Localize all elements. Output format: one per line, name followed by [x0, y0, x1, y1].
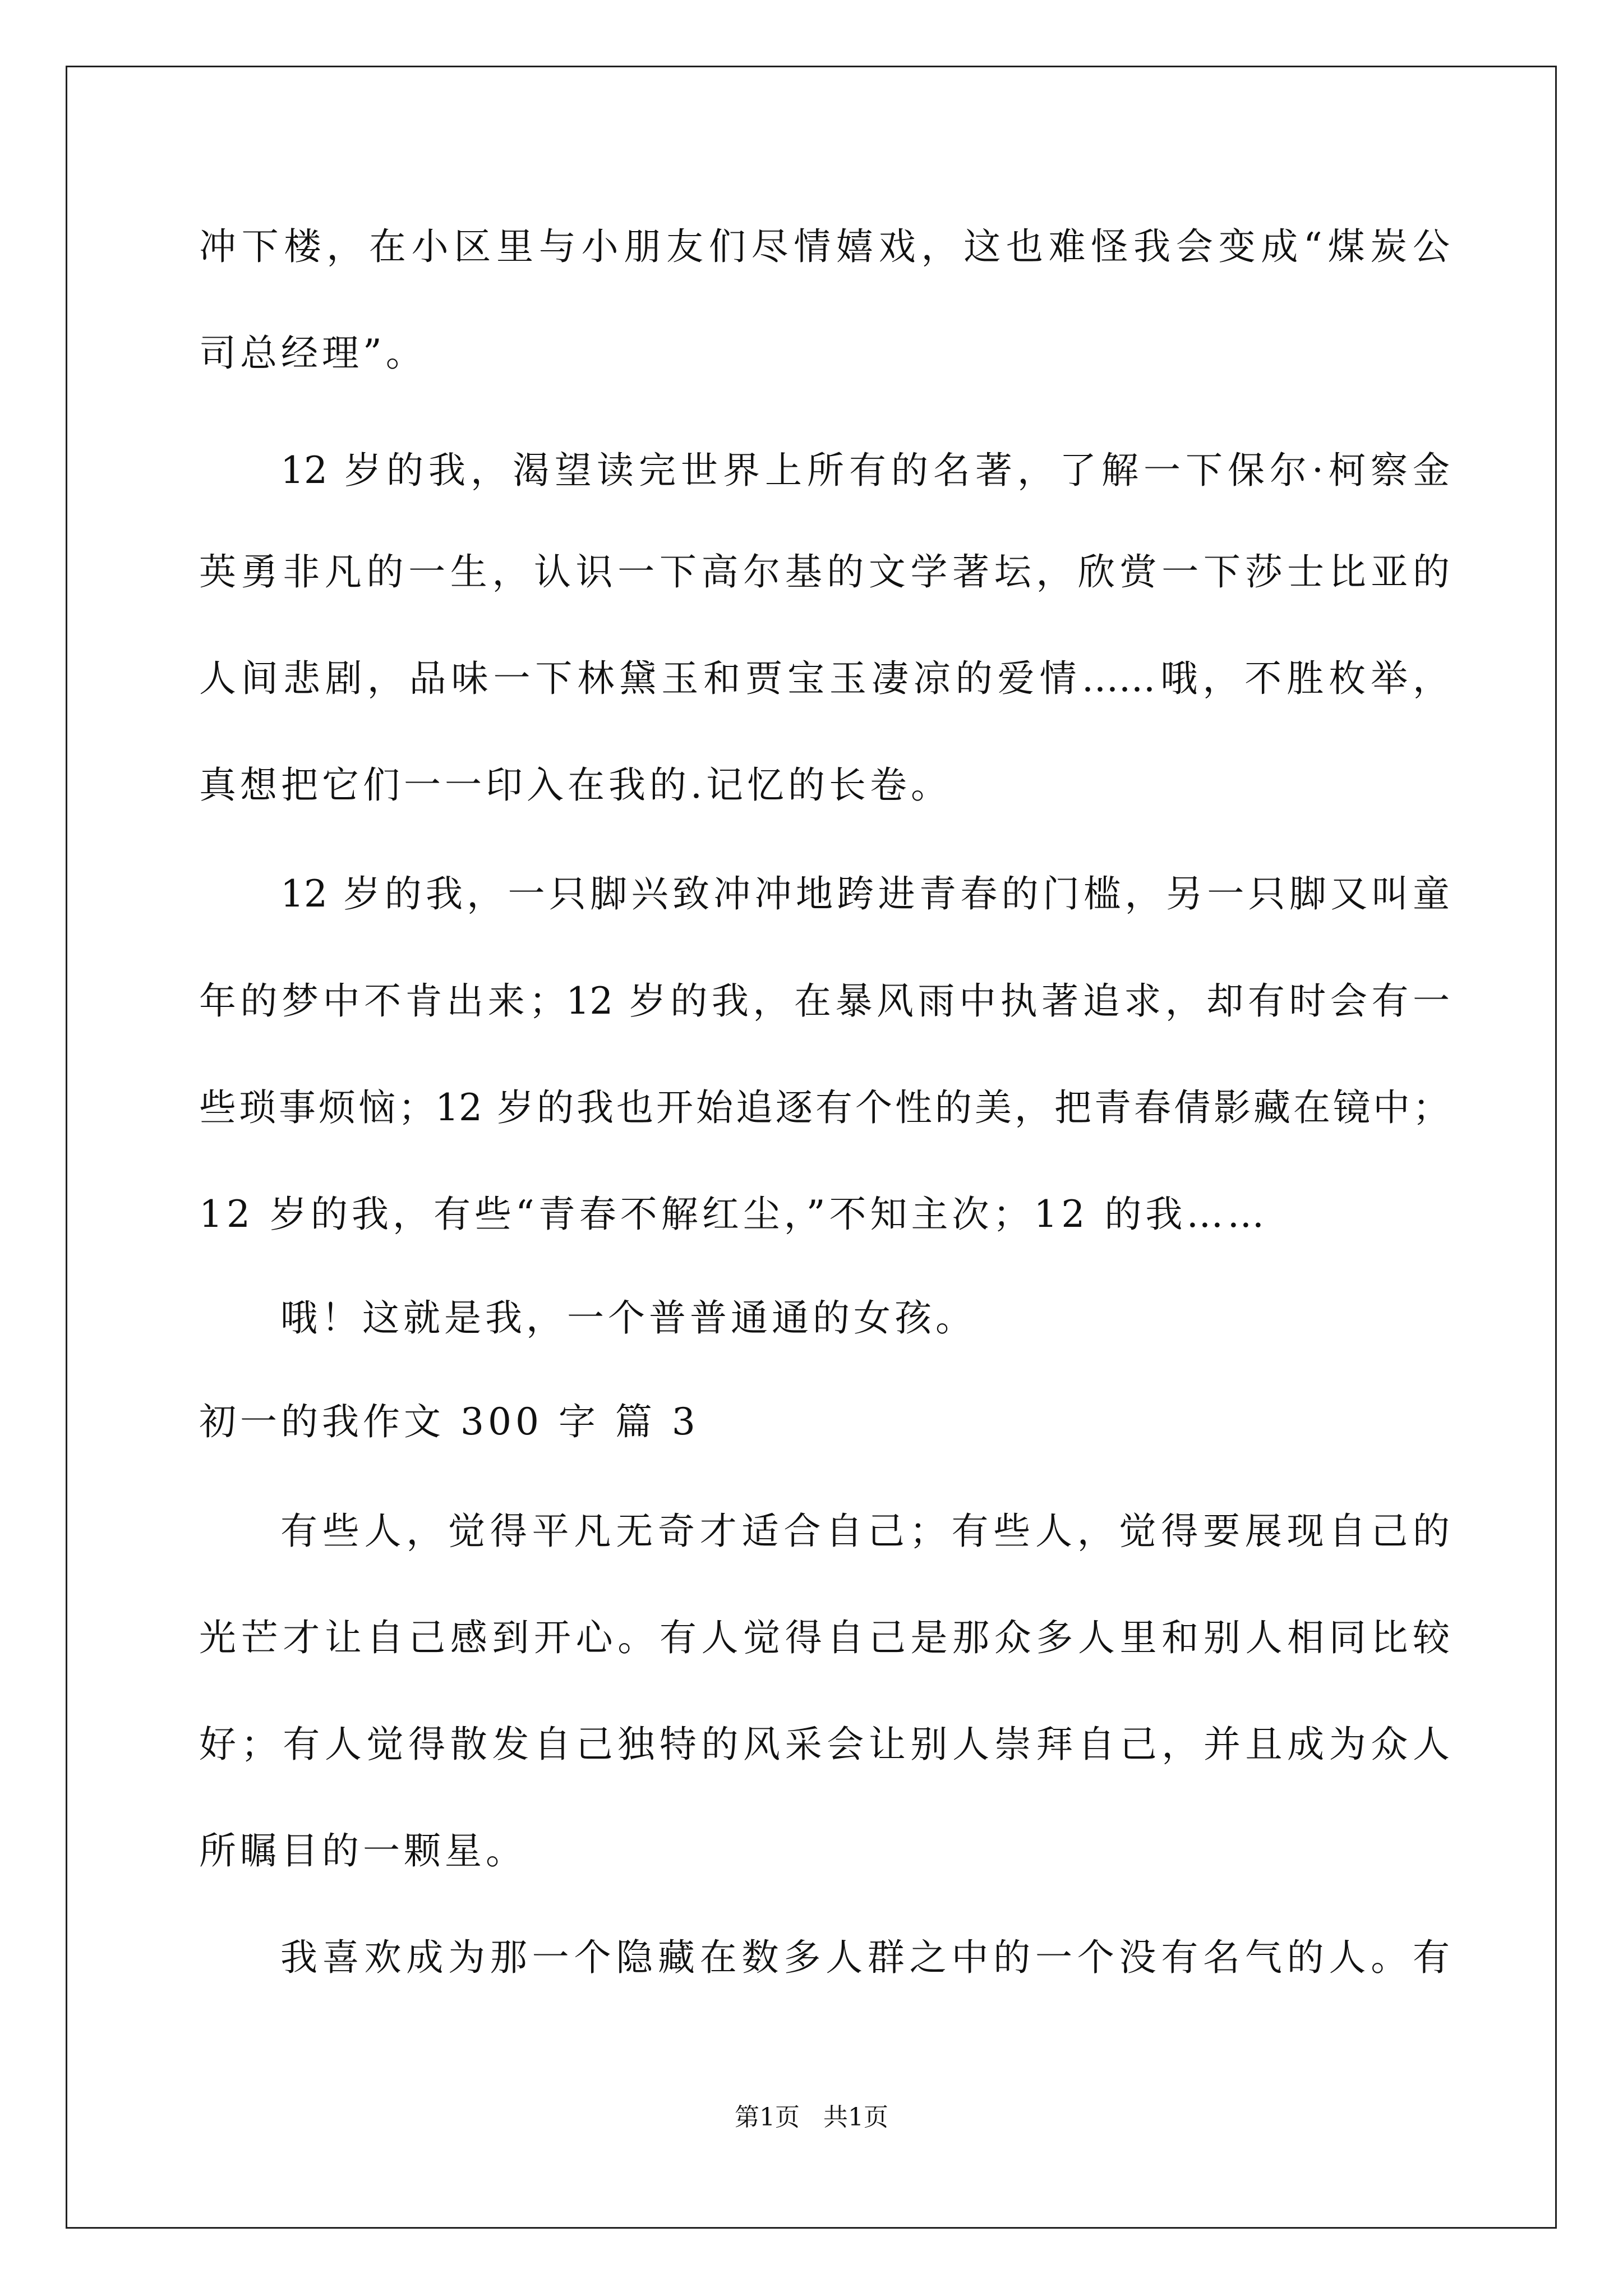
page-border — [66, 66, 1557, 2229]
text-line: 好；有人觉得散发自己独特的风采会让别人崇拜自己，并且成为众人 — [199, 1723, 1450, 1766]
text-line: 12 岁的我，有些“青春不解红尘，”不知主次；12 的我…… — [199, 1193, 1269, 1236]
text-line: 英勇非凡的一生，认识一下高尔基的文学著坛，欣赏一下莎士比亚的 — [199, 550, 1450, 593]
page-footer: 第1页 共1页 — [735, 2103, 888, 2132]
text-line: 人间悲剧，品味一下林黛玉和贾宝玉凄凉的爱情……哦，不胜枚举， — [199, 657, 1450, 700]
text-line: 司总经理”。 — [199, 332, 427, 375]
text-line: 年的梦中不肯出来；12 岁的我，在暴风雨中执著追求，却有时会有一 — [199, 979, 1450, 1023]
text-line: 哦！这就是我，一个普普通通的女孩。 — [280, 1296, 976, 1340]
text-line: 有些人，觉得平凡无奇才适合自己；有些人，觉得要展现自己的 — [280, 1510, 1450, 1553]
text-line: 12 岁的我，渴望读完世界上所有的名著，了解一下保尔·柯察金 — [280, 449, 1450, 492]
section-heading: 初一的我作文 300 字 篇 3 — [199, 1400, 699, 1443]
text-line: 些琐事烦恼；12 岁的我也开始追逐有个性的美，把青春倩影藏在镜中； — [199, 1086, 1450, 1129]
text-line: 所瞩目的一颗星。 — [199, 1829, 527, 1872]
text-line: 光芒才让自己感到开心。有人觉得自己是那众多人里和别人相同比较 — [199, 1616, 1450, 1659]
text-line: 真想把它们一一印入在我的.记忆的长卷。 — [199, 763, 952, 807]
text-line: 冲下楼，在小区里与小朋友们尽情嬉戏，这也难怪我会变成“煤炭公 — [199, 225, 1450, 268]
text-line: 我喜欢成为那一个隐藏在数多人群之中的一个没有名气的人。有 — [280, 1936, 1450, 1979]
text-line: 12 岁的我，一只脚兴致冲冲地跨进青春的门槛，另一只脚又叫童 — [280, 872, 1450, 915]
